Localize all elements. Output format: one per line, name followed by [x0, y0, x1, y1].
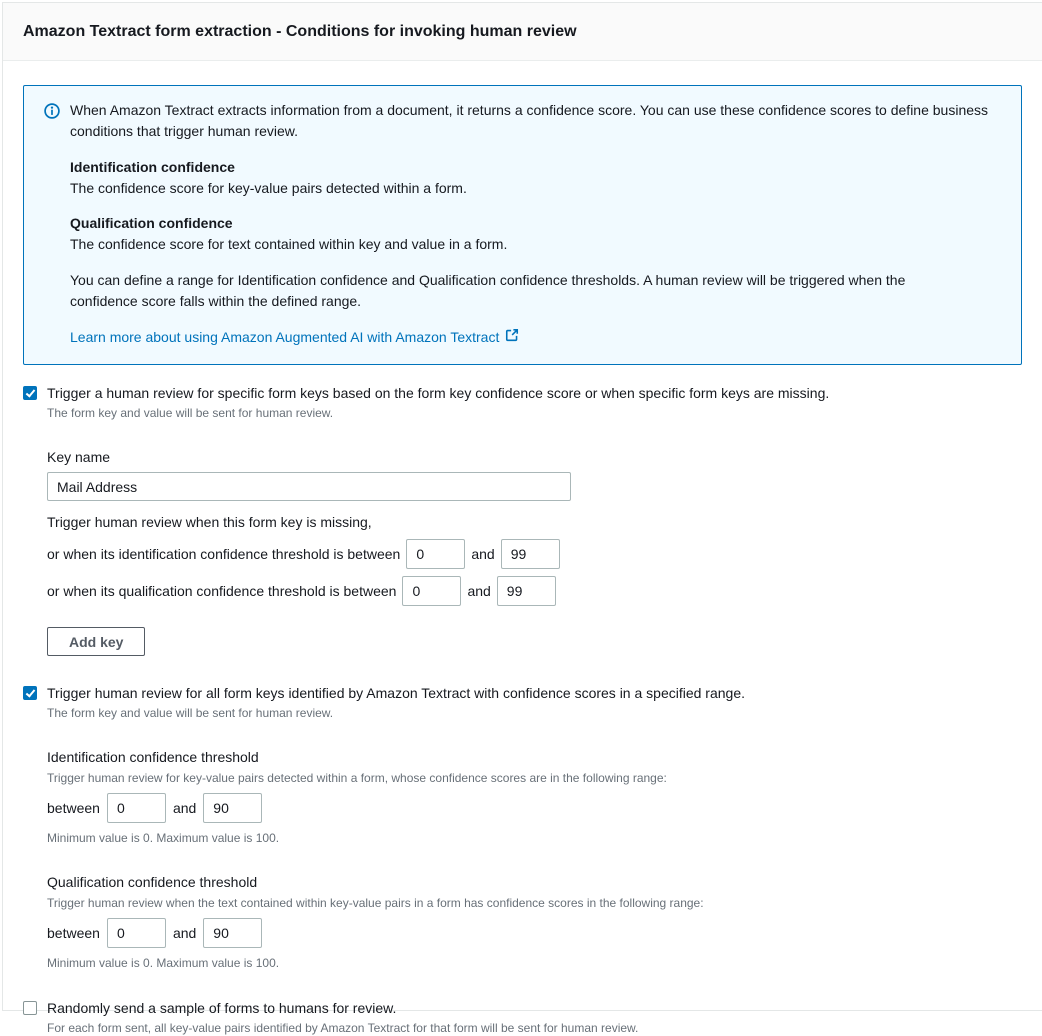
learn-more-link[interactable] [70, 327, 519, 348]
page-title: Amazon Textract form extraction - Conditions for invoking human review [23, 23, 577, 40]
specific-keys-section [23, 384, 1022, 421]
external-link-icon [505, 327, 519, 348]
specific-qualification-max-input[interactable] [497, 576, 556, 606]
info-intro: When Amazon Textract extracts information from a document, it returns a confidence score. You can use these confidence scores to define business conditions that trigger human review. [70, 102, 989, 139]
missing-key-label: Trigger human review when this form key is missing, [47, 514, 372, 530]
and-label: and [467, 583, 491, 599]
and-label: and [471, 546, 495, 562]
info-box [23, 85, 1022, 365]
learn-more-link-label: Learn more about using Amazon Augmented AI with Amazon Textract [70, 329, 500, 345]
and-label: and [172, 925, 197, 941]
qualification-threshold-description: Trigger human review when the text contained within key-value pairs in a form has confidence scores in the following range: [47, 896, 704, 910]
specific-qualification-min-input[interactable] [402, 576, 461, 606]
identification-threshold-row [47, 793, 1022, 823]
all-qualification-max-input[interactable] [203, 918, 262, 948]
identification-threshold-description: Trigger human review for key-value pairs detected within a form, whose confidence scores are in the following range: [47, 771, 667, 785]
random-sample-checkbox[interactable] [23, 1001, 37, 1015]
all-identification-max-input[interactable] [203, 793, 262, 823]
specific-qualification-row [47, 576, 1022, 606]
between-label: between [47, 925, 100, 941]
qualification-threshold-row [47, 918, 1022, 948]
all-qualification-min-input[interactable] [107, 918, 166, 948]
all-keys-description: The form key and value will be sent for human review. [47, 706, 334, 720]
specific-keys-label: Trigger a human review for specific form keys based on the form key confidence score or when specific form keys are missing. [47, 385, 830, 401]
all-keys-text [47, 684, 745, 721]
specific-identification-max-input[interactable] [501, 539, 560, 569]
add-key-button[interactable]: Add key [47, 627, 145, 656]
qualification-threshold-note: Minimum value is 0. Maximum value is 100. [47, 956, 280, 970]
panel-body [3, 61, 1042, 1036]
qualification-threshold-block [47, 872, 1022, 971]
info-icon [44, 100, 60, 348]
specific-keys-description: The form key and value will be sent for human review. [47, 406, 334, 420]
random-sample-text [47, 999, 638, 1036]
all-identification-min-input[interactable] [107, 793, 166, 823]
specific-identification-min-input[interactable] [406, 539, 465, 569]
key-name-label: Key name [47, 449, 111, 465]
info-content [70, 100, 1001, 348]
random-sample-description: For each form sent, all key-value pairs identified by Amazon Textract for that form will be sent for human review. [47, 1021, 639, 1035]
qualification-confidence-heading: Qualification confidence [70, 215, 233, 231]
specific-identification-row [47, 539, 1022, 569]
range-note: You can define a range for Identification confidence and Qualification confidence thresholds. A human review will be triggered when the confidence score falls within the defined range. [70, 272, 906, 309]
all-keys-section [23, 684, 1022, 721]
all-keys-checkbox[interactable] [23, 686, 37, 700]
specific-keys-text [47, 384, 829, 421]
specific-qualification-label: or when its qualification confidence threshold is between [47, 583, 397, 599]
identification-threshold-heading: Identification confidence threshold [47, 749, 259, 765]
key-name-input[interactable] [47, 472, 571, 501]
between-label: between [47, 800, 100, 816]
all-keys-label: Trigger human review for all form keys identified by Amazon Textract with confidence scores in a specified range. [47, 685, 745, 701]
qualification-threshold-heading: Qualification confidence threshold [47, 874, 258, 890]
specific-keys-checkbox[interactable] [23, 386, 37, 400]
random-sample-section [23, 999, 1022, 1036]
and-label: and [172, 800, 197, 816]
qualification-confidence-body: The confidence score for text contained within key and value in a form. [70, 236, 508, 252]
identification-confidence-body: The confidence score for key-value pairs detected within a form. [70, 180, 467, 196]
identification-threshold-note: Minimum value is 0. Maximum value is 100. [47, 831, 280, 845]
identification-threshold-block [47, 747, 1022, 846]
random-sample-label: Randomly send a sample of forms to humans for review. [47, 1000, 397, 1016]
textract-conditions-panel [2, 2, 1042, 1035]
specific-keys-form [47, 447, 1022, 656]
identification-confidence-heading: Identification confidence [70, 159, 235, 175]
panel-header [3, 3, 1042, 61]
specific-identification-label: or when its identification confidence threshold is between [47, 546, 401, 562]
